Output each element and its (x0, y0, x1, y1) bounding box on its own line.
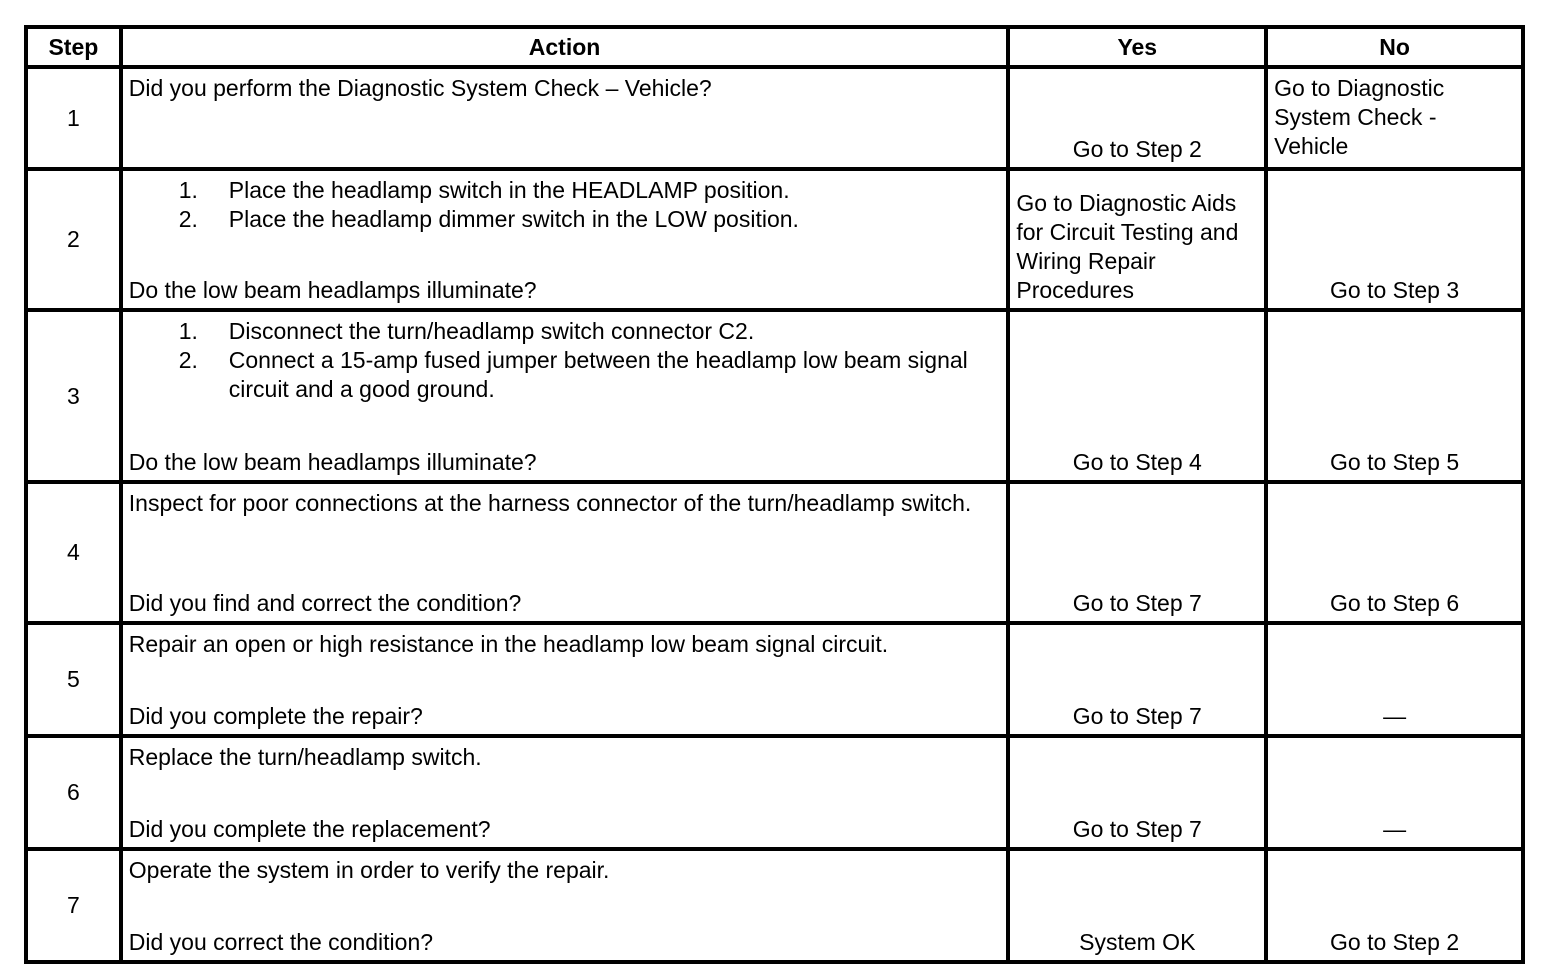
list-item (129, 205, 1001, 234)
step-number: 6 (26, 736, 121, 849)
action-steps-list (129, 176, 1001, 234)
header-row (26, 27, 1523, 67)
action-question: Did you complete the repair? (128, 703, 423, 729)
table-row (26, 736, 1523, 849)
yes-result-text: Go to Diagnostic Aids for Circuit Testing and Wiring Repair Procedures (1016, 190, 1239, 303)
table-row (26, 482, 1523, 623)
no-result-text: Go to Diagnostic System Check - Vehicle (1274, 75, 1445, 159)
list-item-number: 1. (178, 177, 198, 203)
action-text: Did you perform the Diagnostic System Check – Vehicle? (128, 75, 712, 101)
yes-result-text: Go to Step 7 (1072, 816, 1202, 842)
table-row (26, 623, 1523, 736)
no-result-text: Go to Step 5 (1330, 449, 1460, 475)
table-row (26, 169, 1523, 310)
step-number: 3 (26, 310, 121, 482)
list-item (129, 346, 1001, 404)
no-result (1266, 482, 1523, 623)
action-question: Do the low beam headlamps illuminate? (128, 449, 537, 475)
action-text: Repair an open or high resistance in the headlamp low beam signal circuit. (128, 631, 889, 657)
no-result-text: Go to Step 2 (1330, 929, 1460, 955)
no-result-text: — (1383, 703, 1407, 729)
action-text: Inspect for poor connections at the harness connector of the turn/headlamp switch. (128, 490, 972, 516)
header-yes: Yes (1008, 27, 1266, 67)
step-number: 5 (26, 623, 121, 736)
step-number: 7 (26, 849, 121, 962)
list-item-number: 1. (178, 318, 198, 344)
yes-result (1008, 736, 1266, 849)
header-action: Action (121, 27, 1009, 67)
action-question: Do the low beam headlamps illuminate? (128, 277, 537, 303)
no-result-text: Go to Step 3 (1330, 277, 1460, 303)
list-item (129, 317, 1001, 346)
yes-result-text: System OK (1079, 929, 1196, 955)
step-number: 2 (26, 169, 121, 310)
no-result (1266, 849, 1523, 962)
table-row (26, 310, 1523, 482)
action-cell (121, 67, 1009, 169)
table-row (26, 849, 1523, 962)
no-result (1266, 736, 1523, 849)
list-item-text: Disconnect the turn/headlamp switch connector C2. (228, 318, 755, 344)
list-item-text: Connect a 15-amp fused jumper between the headlamp low beam signal circuit and a good ground. (228, 347, 968, 402)
list-item (129, 176, 1001, 205)
yes-result (1008, 623, 1266, 736)
no-result-text: Go to Step 6 (1330, 590, 1460, 616)
action-cell (121, 482, 1009, 623)
step-number: 1 (26, 67, 121, 169)
list-item-number: 2. (178, 347, 198, 373)
action-steps-list (129, 317, 1001, 404)
diagnostic-table (24, 25, 1525, 964)
yes-result (1008, 849, 1266, 962)
no-result-text: — (1383, 816, 1407, 842)
step-number: 4 (26, 482, 121, 623)
no-result (1266, 623, 1523, 736)
yes-result (1008, 67, 1266, 169)
action-question: Did you complete the replacement? (128, 816, 491, 842)
action-cell (121, 169, 1009, 310)
action-cell (121, 623, 1009, 736)
no-result (1266, 67, 1523, 169)
no-result (1266, 169, 1523, 310)
yes-result (1008, 482, 1266, 623)
action-cell (121, 849, 1009, 962)
yes-result-text: Go to Step 7 (1072, 703, 1202, 729)
yes-result (1008, 169, 1266, 310)
header-no: No (1266, 27, 1523, 67)
action-cell (121, 310, 1009, 482)
yes-result-text: Go to Step 4 (1072, 449, 1202, 475)
action-text: Operate the system in order to verify the repair. (128, 857, 610, 883)
list-item-text: Place the headlamp dimmer switch in the LOW position. (228, 206, 799, 232)
yes-result-text: Go to Step 2 (1072, 136, 1202, 162)
yes-result-text: Go to Step 7 (1072, 590, 1202, 616)
list-item-number: 2. (178, 206, 198, 232)
action-cell (121, 736, 1009, 849)
yes-result (1008, 310, 1266, 482)
action-text: Replace the turn/headlamp switch. (128, 744, 482, 770)
no-result (1266, 310, 1523, 482)
header-step: Step (26, 27, 121, 67)
action-question: Did you find and correct the condition? (128, 590, 522, 616)
list-item-text: Place the headlamp switch in the HEADLAMP position. (228, 177, 790, 203)
action-question: Did you correct the condition? (128, 929, 434, 955)
table-row (26, 67, 1523, 169)
